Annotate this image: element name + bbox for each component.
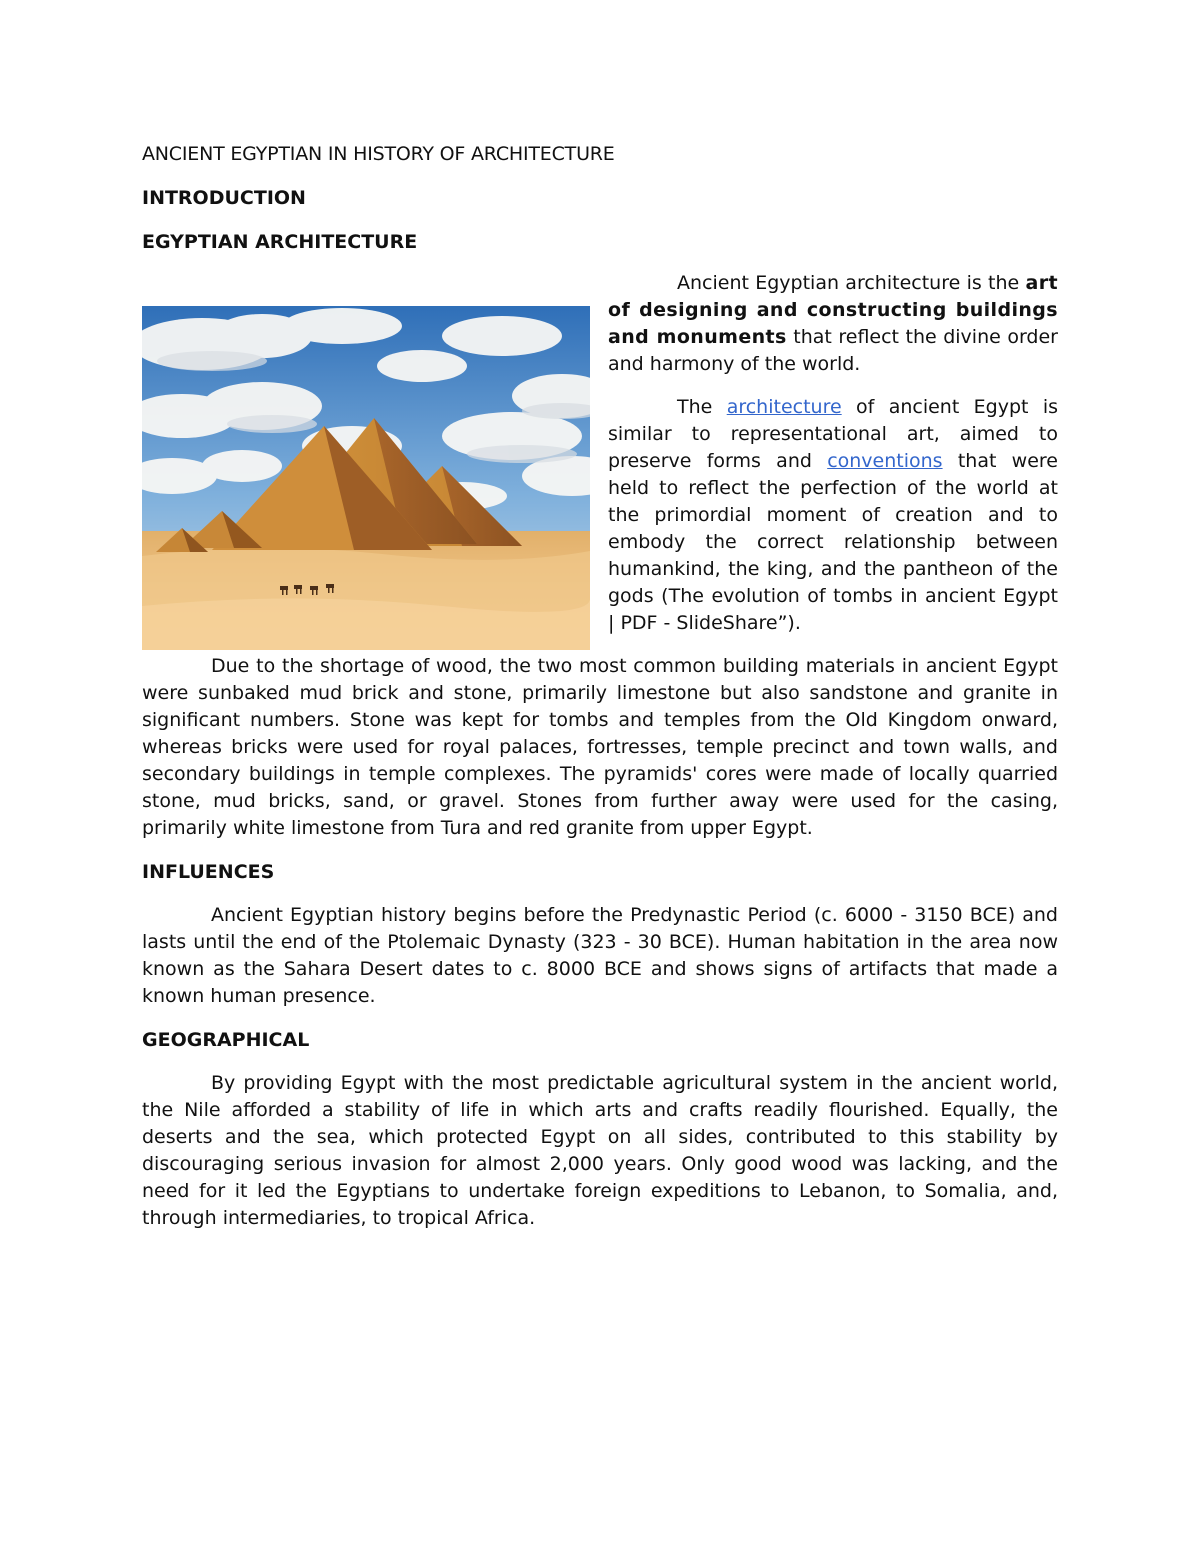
pyramids-image bbox=[142, 306, 590, 650]
link-conventions[interactable]: conventions bbox=[827, 450, 943, 472]
heading-influences: INFLUENCES bbox=[142, 861, 275, 883]
paragraph-geographical: By providing Egypt with the most predictable agricultural system in the ancient world, the Nile afforded a stability of life in which arts and crafts readily flourished. Equally, the deserts and the sea, which protected Egypt on all sides, contributed to this stability by discouraging serious invasion for almost 2,000 years. Only good wood was lacking, and the need for it led the Egyptians to undertake foreign expeditions to Lebanon, to Somalia, and, through intermediaries, to tropical Africa. bbox=[142, 1072, 1058, 1229]
heading-egyptian-architecture: EGYPTIAN ARCHITECTURE bbox=[142, 231, 418, 253]
para2-text-1: The bbox=[677, 396, 727, 418]
para2-text-2: of ancient Egypt is similar to representational art, aimed to preserve forms and bbox=[608, 396, 1058, 472]
document-page bbox=[142, 140, 1058, 1248]
para1-text-start: Ancient Egyptian architecture is the bbox=[677, 272, 1026, 294]
document-title: ANCIENT EGYPTIAN IN HISTORY OF ARCHITECTURE bbox=[142, 143, 615, 165]
para1-bold-phrase: art of designing and constructing buildings and monuments bbox=[608, 272, 1058, 348]
heading-geographical: GEOGRAPHICAL bbox=[142, 1029, 310, 1051]
para2-text-3: that were held to reflect the perfection of the world at the primordial moment of creation and to embody the correct relationship between humankind, the king, and the pantheon of the gods (The evolution of tombs in ancient Egypt | PDF - SlideShare”). bbox=[608, 450, 1058, 634]
paragraph-building-materials: Due to the shortage of wood, the two most common building materials in ancient Egypt were sunbaked mud brick and stone, primarily limestone but also sandstone and granite in significant numbers. Stone was kept for tombs and temples from the Old Kingdom onward, whereas bricks were used for royal palaces, fortresses, temple precinct and town walls, and secondary buildings in temple complexes. The pyramids' cores were made of locally quarried stone, mud bricks, sand, or gravel. Stones from further away were used for the casing, primarily white limestone from Tura and red granite from upper Egypt. bbox=[142, 655, 1058, 839]
link-architecture[interactable]: architecture bbox=[726, 396, 842, 418]
heading-introduction: INTRODUCTION bbox=[142, 187, 306, 209]
intro-block bbox=[142, 270, 1058, 653]
para1-text-end: that reflect the divine order and harmony of the world. bbox=[608, 326, 1058, 375]
paragraph-influences: Ancient Egyptian history begins before the Predynastic Period (c. 6000 - 3150 BCE) and lasts until the end of the Ptolemaic Dynasty (323 - 30 BCE). Human habitation in the area now known as the Sahara Desert dates to c. 8000 BCE and shows signs of artifacts that made a known human presence. bbox=[142, 904, 1058, 1007]
